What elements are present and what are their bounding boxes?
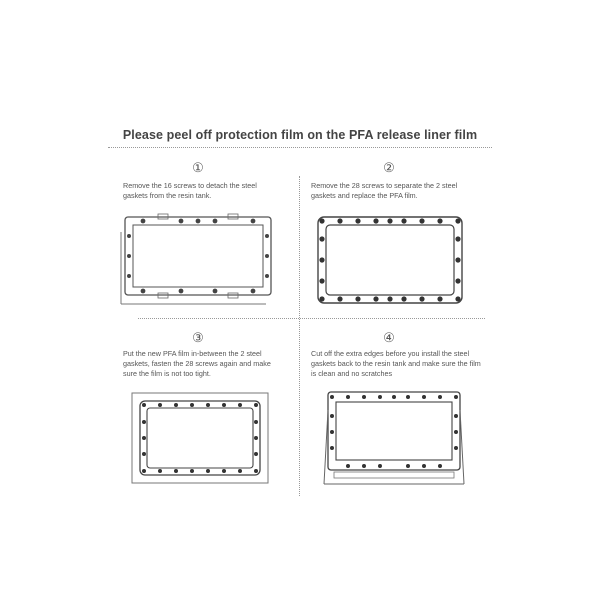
step-3-text: Put the new PFA film in-between the 2 steel gaskets, fasten the 28 screws again and make sure the film is not too tight. [123, 349, 271, 378]
step-3-number: ③ [192, 330, 204, 345]
step-1-number: ① [192, 160, 204, 175]
center-divider [299, 176, 300, 496]
title-divider [108, 147, 492, 148]
resin-tank-illustration [118, 212, 278, 308]
steel-gasket-illustration [314, 213, 466, 307]
step-4-text: Cut off the extra edges before you install the steel gaskets back to the resin tank and make sure the film is clean and no scratches [311, 349, 481, 378]
middle-divider [138, 318, 485, 319]
step-1-text: Remove the 16 screws to detach the steel gaskets from the resin tank. [123, 181, 257, 200]
page-title: Please peel off protection film on the PFA release liner film [122, 128, 478, 142]
step-2-text: Remove the 28 screws to separate the 2 steel gaskets and replace the PFA film. [311, 181, 458, 200]
reinstall-tank-illustration [324, 388, 464, 488]
step-4-number: ④ [383, 330, 395, 345]
pfa-film-illustration [131, 392, 269, 484]
step-2-number: ② [383, 160, 395, 175]
